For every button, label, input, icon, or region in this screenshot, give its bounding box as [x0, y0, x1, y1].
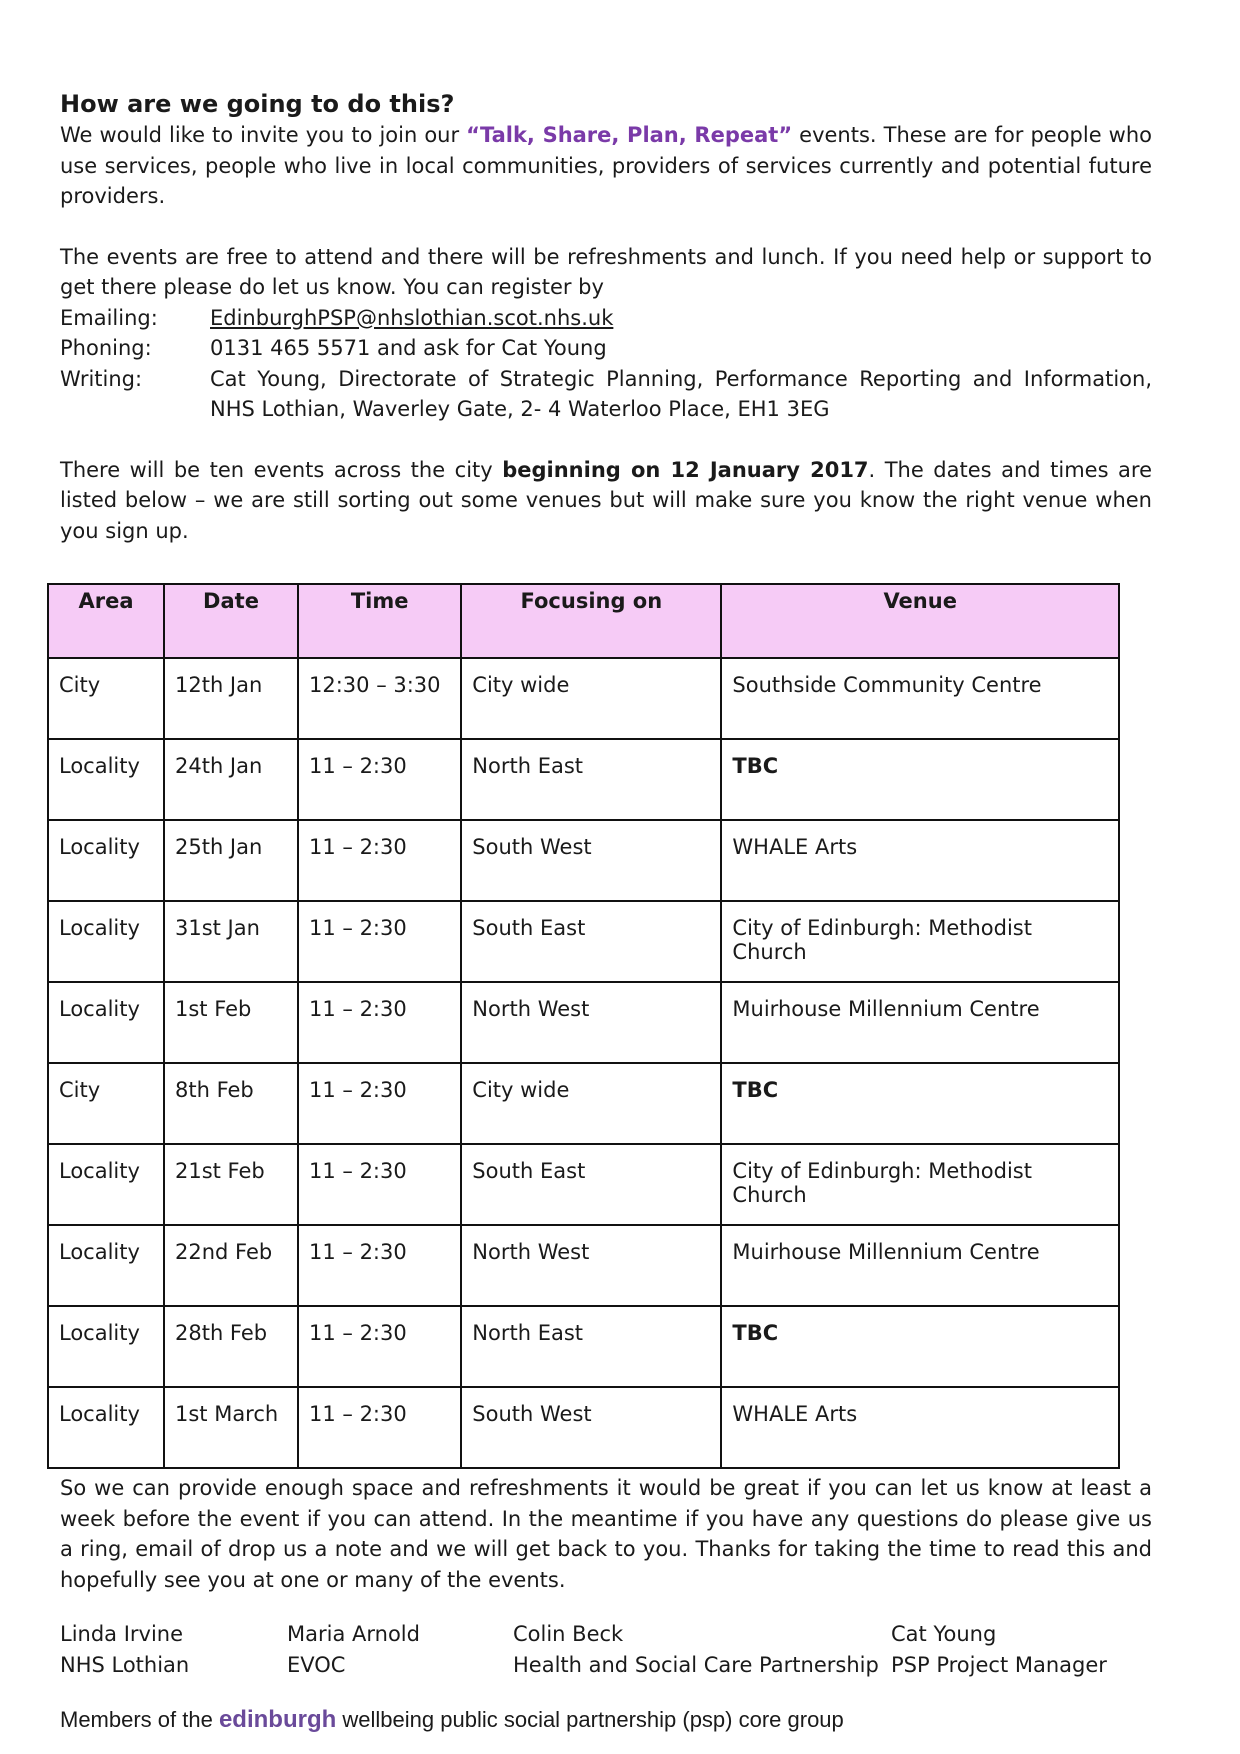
- signatory-name: Colin Beck: [513, 1622, 624, 1646]
- cell-venue: TBC: [721, 1063, 1119, 1144]
- cell-area: Locality: [48, 1306, 164, 1387]
- header-date: Date: [164, 584, 298, 658]
- table-row: [48, 1063, 1119, 1144]
- cell-date: 22nd Feb: [164, 1225, 298, 1306]
- cell-date: 1st Feb: [164, 982, 298, 1063]
- cell-focus: North West: [461, 1225, 721, 1306]
- cell-venue: TBC: [721, 739, 1119, 820]
- document-page: [60, 88, 1152, 1734]
- cell-focus: City wide: [461, 1063, 721, 1144]
- cell-focus: South West: [461, 820, 721, 901]
- cell-venue: TBC: [721, 1306, 1119, 1387]
- signatory-org: PSP Project Manager: [891, 1652, 1107, 1677]
- cell-venue: Muirhouse Millennium Centre: [721, 1225, 1119, 1306]
- cell-date: 12th Jan: [164, 658, 298, 739]
- header-focus: Focusing on: [461, 584, 721, 658]
- phone-label: Phoning:: [60, 336, 152, 360]
- signatory-org: EVOC: [287, 1652, 346, 1677]
- signatory-name: Cat Young: [891, 1622, 997, 1646]
- cell-focus: South East: [461, 1144, 721, 1225]
- header-time: Time: [298, 584, 461, 658]
- table-row: [48, 1306, 1119, 1387]
- edinburgh-brand: edinburgh: [218, 1706, 337, 1733]
- cell-time: 11 – 2:30: [298, 982, 461, 1063]
- cell-venue: Southside Community Centre: [721, 658, 1119, 739]
- cell-time: 11 – 2:30: [298, 1225, 461, 1306]
- header-venue: Venue: [721, 584, 1119, 658]
- cell-venue: Muirhouse Millennium Centre: [721, 982, 1119, 1063]
- table-row: [48, 1225, 1119, 1306]
- table-row: [48, 982, 1119, 1063]
- cell-area: Locality: [48, 1387, 164, 1468]
- postal-address: Cat Young, Directorate of Strategic Planning, Performance Reporting and Information, NHS Lothian, Waverley Gate, 2- 4 Waterloo Place, EH1 3EG: [210, 366, 1152, 421]
- table-row: [48, 1144, 1119, 1225]
- cell-date: 31st Jan: [164, 901, 298, 982]
- email-link[interactable]: EdinburghPSP@nhslothian.scot.nhs.uk: [210, 305, 614, 330]
- cell-focus: City wide: [461, 658, 721, 739]
- cell-focus: North West: [461, 982, 721, 1063]
- cell-area: Locality: [48, 1225, 164, 1306]
- event-series-name: Talk, Share, Plan, Repeat: [479, 123, 779, 147]
- write-label: Writing:: [60, 366, 143, 391]
- email-label: Emailing:: [60, 305, 158, 330]
- cell-area: City: [48, 658, 164, 739]
- cell-area: Locality: [48, 1144, 164, 1225]
- cell-venue: City of Edinburgh: Methodist Church: [721, 901, 1119, 982]
- free-events-paragraph: The events are free to attend and there will be refreshments and lunch. If you need help or support to get there please do let us know. You can register by: [60, 244, 1152, 299]
- cell-area: Locality: [48, 982, 164, 1063]
- table-row: [48, 901, 1119, 982]
- header-area: Area: [48, 584, 164, 658]
- cell-area: Locality: [48, 739, 164, 820]
- table-row: [48, 820, 1119, 901]
- events-intro-paragraph: There will be ten events across the city beginning on 12 January 2017. The dates and times are listed below – we are still sorting out some venues but will make sure you know the right venue when you sign up.: [60, 457, 1152, 543]
- registration-details: [60, 303, 1152, 425]
- cell-time: 11 – 2:30: [298, 1144, 461, 1225]
- cell-date: 28th Feb: [164, 1306, 298, 1387]
- cell-date: 21st Feb: [164, 1144, 298, 1225]
- cell-time: 12:30 – 3:30: [298, 658, 461, 739]
- cell-time: 11 – 2:30: [298, 1063, 461, 1144]
- signatory-org: Health and Social Care Partnership: [513, 1652, 879, 1677]
- phone-value: 0131 465 5571 and ask for Cat Young: [210, 336, 607, 360]
- cell-date: 25th Jan: [164, 820, 298, 901]
- cell-time: 11 – 2:30: [298, 739, 461, 820]
- table-row: [48, 739, 1119, 820]
- events-table: [47, 583, 1120, 1469]
- cell-time: 11 – 2:30: [298, 820, 461, 901]
- signatory-name: Maria Arnold: [287, 1622, 420, 1646]
- intro-paragraph: We would like to invite you to join our “Talk, Share, Plan, Repeat” events. These are for people who use services, people who live in local communities, providers of services currently and potential future providers.: [60, 123, 1152, 208]
- cell-area: Locality: [48, 820, 164, 901]
- footer-line: Members of the edinburgh wellbeing public social partnership (psp) core group: [60, 1706, 844, 1733]
- section-heading: How are we going to do this?: [60, 90, 455, 118]
- cell-date: 8th Feb: [164, 1063, 298, 1144]
- cell-date: 24th Jan: [164, 739, 298, 820]
- cell-time: 11 – 2:30: [298, 901, 461, 982]
- cell-venue: WHALE Arts: [721, 820, 1119, 901]
- cell-area: City: [48, 1063, 164, 1144]
- table-row: [48, 1387, 1119, 1468]
- cell-focus: North East: [461, 739, 721, 820]
- cell-focus: South East: [461, 901, 721, 982]
- table-header-row: [48, 584, 1119, 658]
- cell-venue: WHALE Arts: [721, 1387, 1119, 1468]
- signatory-name: Linda Irvine: [60, 1622, 184, 1646]
- closing-paragraph: So we can provide enough space and refreshments it would be great if you can let us know at least a week before the event if you can attend. In the meantime if you have any questions do please give us a ring, email of drop us a note and we will get back to you. Thanks for taking the time to read this and hopefully see you at one or many of the events.: [60, 1476, 1152, 1592]
- cell-area: Locality: [48, 901, 164, 982]
- cell-time: 11 – 2:30: [298, 1387, 461, 1468]
- cell-focus: South West: [461, 1387, 721, 1468]
- cell-focus: North East: [461, 1306, 721, 1387]
- cell-venue: City of Edinburgh: Methodist Church: [721, 1144, 1119, 1225]
- table-row: [48, 658, 1119, 739]
- signatory-org: NHS Lothian: [60, 1652, 190, 1677]
- cell-date: 1st March: [164, 1387, 298, 1468]
- cell-time: 11 – 2:30: [298, 1306, 461, 1387]
- signatories: [60, 1619, 1152, 1680]
